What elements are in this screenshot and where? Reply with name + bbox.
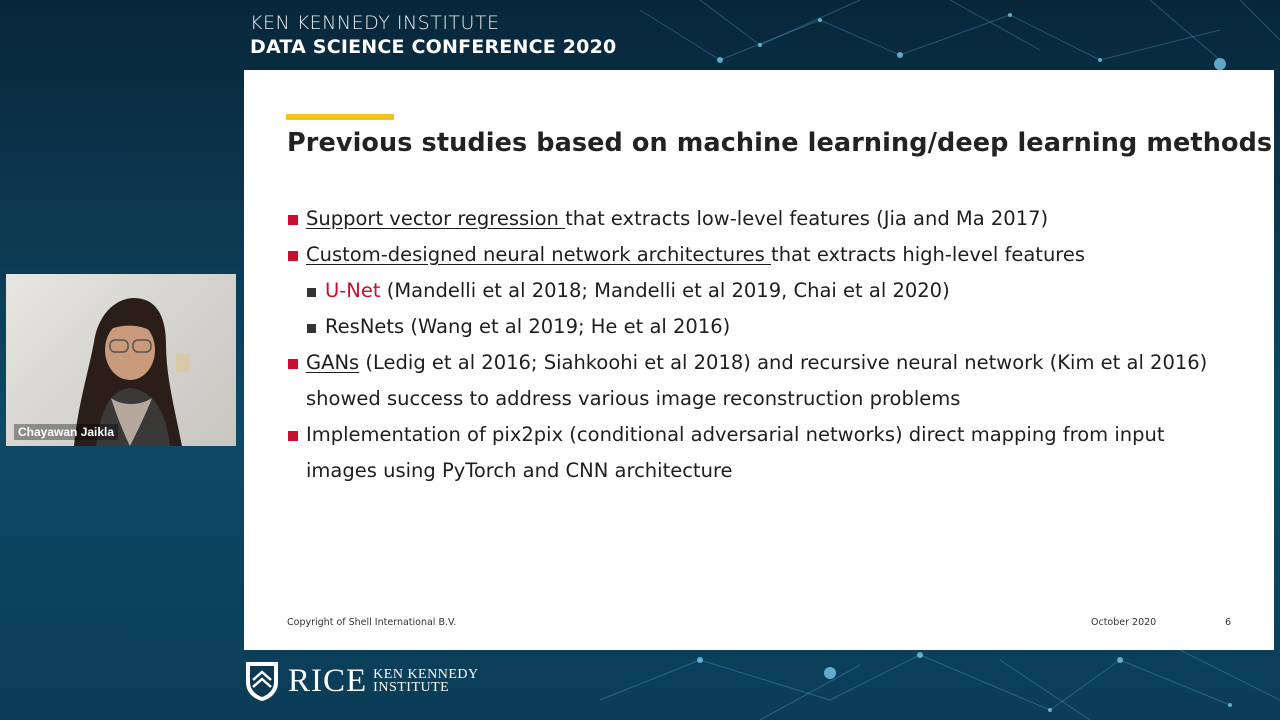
bullet-text: Implementation of pix2pix (conditional adversarial networks) direct mapping from input [306, 423, 1165, 446]
bullet-text: (Ledig et al 2016; Siahkoohi et al 2018) and recursive neural network (Kim et al 2016) [359, 351, 1208, 374]
rice-kki-logo [244, 660, 479, 702]
bullet-square-icon [288, 359, 298, 369]
kki-line1: KEN KENNEDY [373, 667, 479, 682]
bullet-list [287, 201, 1247, 489]
bullet-item [287, 417, 1247, 489]
bullet-square-icon [288, 251, 298, 261]
bullet-square-icon [288, 431, 298, 441]
bullet-text: that extracts low-level features (Jia and Ma 2017) [565, 207, 1049, 230]
conference-title [250, 12, 616, 58]
bullet-square-icon [307, 324, 316, 333]
conference-title-line2: DATA SCIENCE CONFERENCE 2020 [250, 36, 617, 58]
bullet-item [287, 201, 1247, 237]
bullet-link[interactable]: GANs [306, 351, 360, 374]
participant-video-tile[interactable] [6, 274, 236, 446]
bullet-text: ResNets (Wang et al 2019; He et al 2016) [325, 315, 731, 338]
footer-page-number: 6 [1225, 617, 1232, 628]
rice-shield-icon [244, 660, 280, 702]
bullet-square-icon [288, 215, 298, 225]
bullet-item [287, 237, 1247, 273]
conference-title-line1: KEN KENNEDY INSTITUTE [250, 12, 500, 34]
footer-copyright: Copyright of Shell International B.V. [287, 617, 457, 628]
participant-video-image [6, 274, 236, 446]
bullet-text-continued: showed success to address various image reconstruction problems [306, 387, 961, 410]
footer-date: October 2020 [1091, 617, 1157, 628]
bullet-square-icon [307, 288, 316, 297]
bullet-text: (Mandelli et al 2018; Mandelli et al 2019, Chai et al 2020) [380, 279, 950, 302]
bullet-text-continued: images using PyTorch and CNN architecture [306, 459, 733, 482]
presentation-slide [244, 70, 1274, 650]
kki-wordmark [373, 668, 478, 694]
bullet-highlight: U-Net [325, 279, 381, 302]
title-accent-bar [286, 114, 394, 120]
bullet-text: that extracts high-level features [771, 243, 1086, 266]
sub-bullet-item [287, 309, 1247, 345]
bullet-link[interactable]: Support vector regression [306, 207, 566, 230]
sub-bullet-item [287, 273, 1247, 309]
bullet-link[interactable]: Custom-designed neural network architectures [306, 243, 772, 266]
bullet-item [287, 345, 1247, 417]
participant-name: Chayawan Jaikla [14, 424, 118, 440]
kki-line2: INSTITUTE [373, 680, 450, 695]
rice-wordmark: RICE [288, 662, 368, 699]
slide-title: Previous studies based on machine learning/deep learning methods [287, 128, 1273, 158]
